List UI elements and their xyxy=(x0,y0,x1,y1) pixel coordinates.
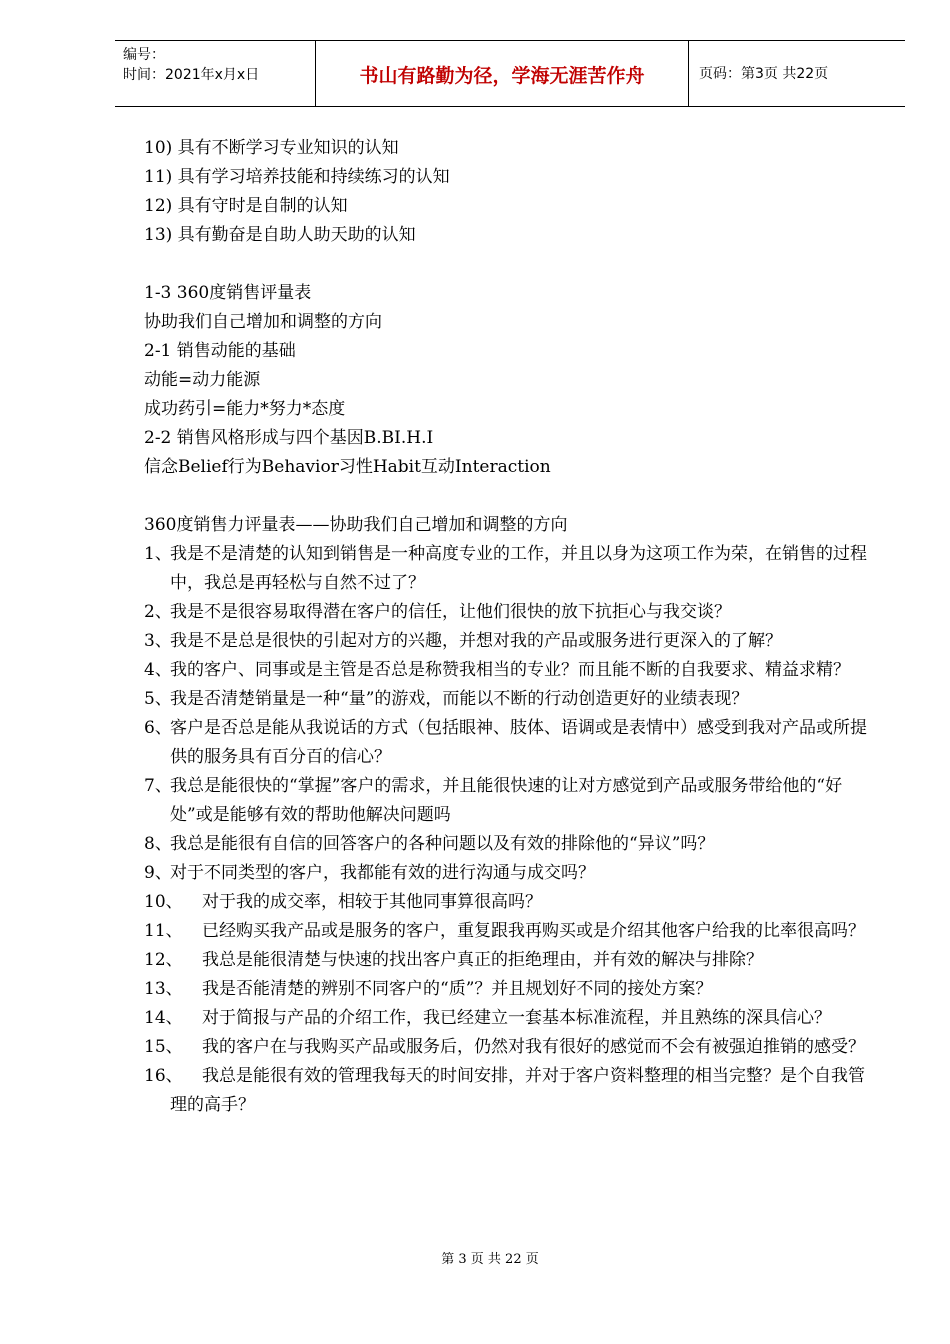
page-header xyxy=(115,40,905,107)
header-page-info: 页码：第3页 共22页 xyxy=(699,66,829,82)
header-motto xyxy=(315,41,689,107)
question-number: 9、 xyxy=(144,863,172,883)
question-text: 我的客户、同事或是主管是否总是称赞我相当的专业？而且能不断的自我要求、精益求精？ xyxy=(170,660,850,680)
header-motto-text: 书山有路勤为径，学海无涯苦作舟 xyxy=(359,64,645,87)
section-heading: 1-3 360度销售评量表 xyxy=(144,283,312,303)
question-item xyxy=(144,656,880,685)
section-line: 2-2 销售风格形成与四个基因B.BI.H.I xyxy=(144,428,434,448)
question-number: 6、 xyxy=(144,718,172,738)
intro-item: 13) 具有勤奋是自助人助天助的认知 xyxy=(144,225,416,245)
question-item xyxy=(144,772,880,830)
section-line: 信念Belief行为Behavior习性Habit互动Interaction xyxy=(144,457,551,477)
section-line: 成功药引=能力*努力*态度 xyxy=(144,399,346,419)
intro-item: 11) 具有学习培养技能和持续练习的认知 xyxy=(144,167,450,187)
question-text: 我的客户在与我购买产品或服务后，仍然对我有很好的感觉而不会有被强迫推销的感受？ xyxy=(202,1037,865,1057)
spacer xyxy=(144,250,880,279)
question-item xyxy=(144,859,880,888)
question-item xyxy=(144,598,880,627)
question-text: 我是否清楚销量是一种“量”的游戏，而能以不断的行动创造更好的业绩表现？ xyxy=(170,689,749,709)
question-number: 11、 xyxy=(144,921,183,941)
question-list xyxy=(144,540,880,1120)
question-number: 16、 xyxy=(144,1066,183,1086)
section-line: 协助我们自己增加和调整的方向 xyxy=(144,312,382,332)
question-number: 4、 xyxy=(144,660,172,680)
question-text: 我总是能很快的“掌握”客户的需求，并且能很快速的让对方感觉到产品或服务带给他的“好处”或是能够有效的帮助他解决问题吗 xyxy=(170,776,843,825)
question-number: 12、 xyxy=(144,950,183,970)
question-item xyxy=(144,888,880,917)
question-item xyxy=(144,1062,880,1120)
survey-title: 360度销售力评量表——协助我们自己增加和调整的方向 xyxy=(144,515,568,535)
question-text: 我是不是清楚的认知到销售是一种高度专业的工作，并且以身为这项工作为荣，在销售的过程中，我总是再轻松与自然不过了？ xyxy=(170,544,867,593)
section-line: 2-1 销售动能的基础 xyxy=(144,341,296,361)
spacer xyxy=(144,482,880,511)
question-text: 客户是否总是能从我说话的方式（包括眼神、肢体、语调或是表情中）感受到我对产品或所提供的服务具有百分百的信心？ xyxy=(170,718,867,767)
question-item xyxy=(144,627,880,656)
question-number: 5、 xyxy=(144,689,172,709)
question-text: 对于我的成交率，相较于其他同事算很高吗？ xyxy=(202,892,542,912)
intro-item: 10) 具有不断学习专业知识的认知 xyxy=(144,138,399,158)
question-number: 7、 xyxy=(144,776,172,796)
question-text: 已经购买我产品或是服务的客户，重复跟我再购买或是介绍其他客户给我的比率很高吗？ xyxy=(202,921,865,941)
question-number: 3、 xyxy=(144,631,172,651)
question-item xyxy=(144,946,880,975)
question-item xyxy=(144,685,880,714)
header-time-label: 时间：2021年x月x日 xyxy=(123,67,260,83)
document-body xyxy=(144,134,880,1120)
intro-item: 12) 具有守时是自制的认知 xyxy=(144,196,348,216)
question-item xyxy=(144,540,880,598)
header-meta xyxy=(123,45,313,85)
question-item xyxy=(144,1033,880,1062)
question-number: 1、 xyxy=(144,544,172,564)
question-item xyxy=(144,917,880,946)
question-text: 我总是能很清楚与快速的找出客户真正的拒绝理由，并有效的解决与排除？ xyxy=(202,950,763,970)
page-footer: 第 3 页 共 22 页 xyxy=(441,1252,539,1267)
question-number: 2、 xyxy=(144,602,172,622)
section-line: 动能=动力能源 xyxy=(144,370,261,390)
question-text: 对于不同类型的客户，我都能有效的进行沟通与成交吗？ xyxy=(170,863,595,883)
question-number: 14、 xyxy=(144,1008,183,1028)
question-item xyxy=(144,1004,880,1033)
question-text: 我总是能很有效的管理我每天的时间安排，并对于客户资料整理的相当完整？是个自我管理的高手？ xyxy=(170,1066,865,1115)
question-text: 我是否能清楚的辨别不同客户的“质”？并且规划好不同的接处方案？ xyxy=(202,979,713,999)
question-number: 10、 xyxy=(144,892,183,912)
question-text: 我是不是总是很快的引起对方的兴趣，并想对我的产品或服务进行更深入的了解？ xyxy=(170,631,782,651)
question-item xyxy=(144,830,880,859)
question-item xyxy=(144,975,880,1004)
header-number-label: 编号： xyxy=(123,47,165,63)
question-item xyxy=(144,714,880,772)
question-text: 我总是能很有自信的回答客户的各种问题以及有效的排除他的“异议”吗？ xyxy=(170,834,715,854)
question-text: 我是不是很容易取得潜在客户的信任，让他们很快的放下抗拒心与我交谈？ xyxy=(170,602,731,622)
question-number: 8、 xyxy=(144,834,172,854)
question-number: 15、 xyxy=(144,1037,183,1057)
question-number: 13、 xyxy=(144,979,183,999)
question-text: 对于简报与产品的介绍工作，我已经建立一套基本标准流程，并且熟练的深具信心？ xyxy=(202,1008,831,1028)
